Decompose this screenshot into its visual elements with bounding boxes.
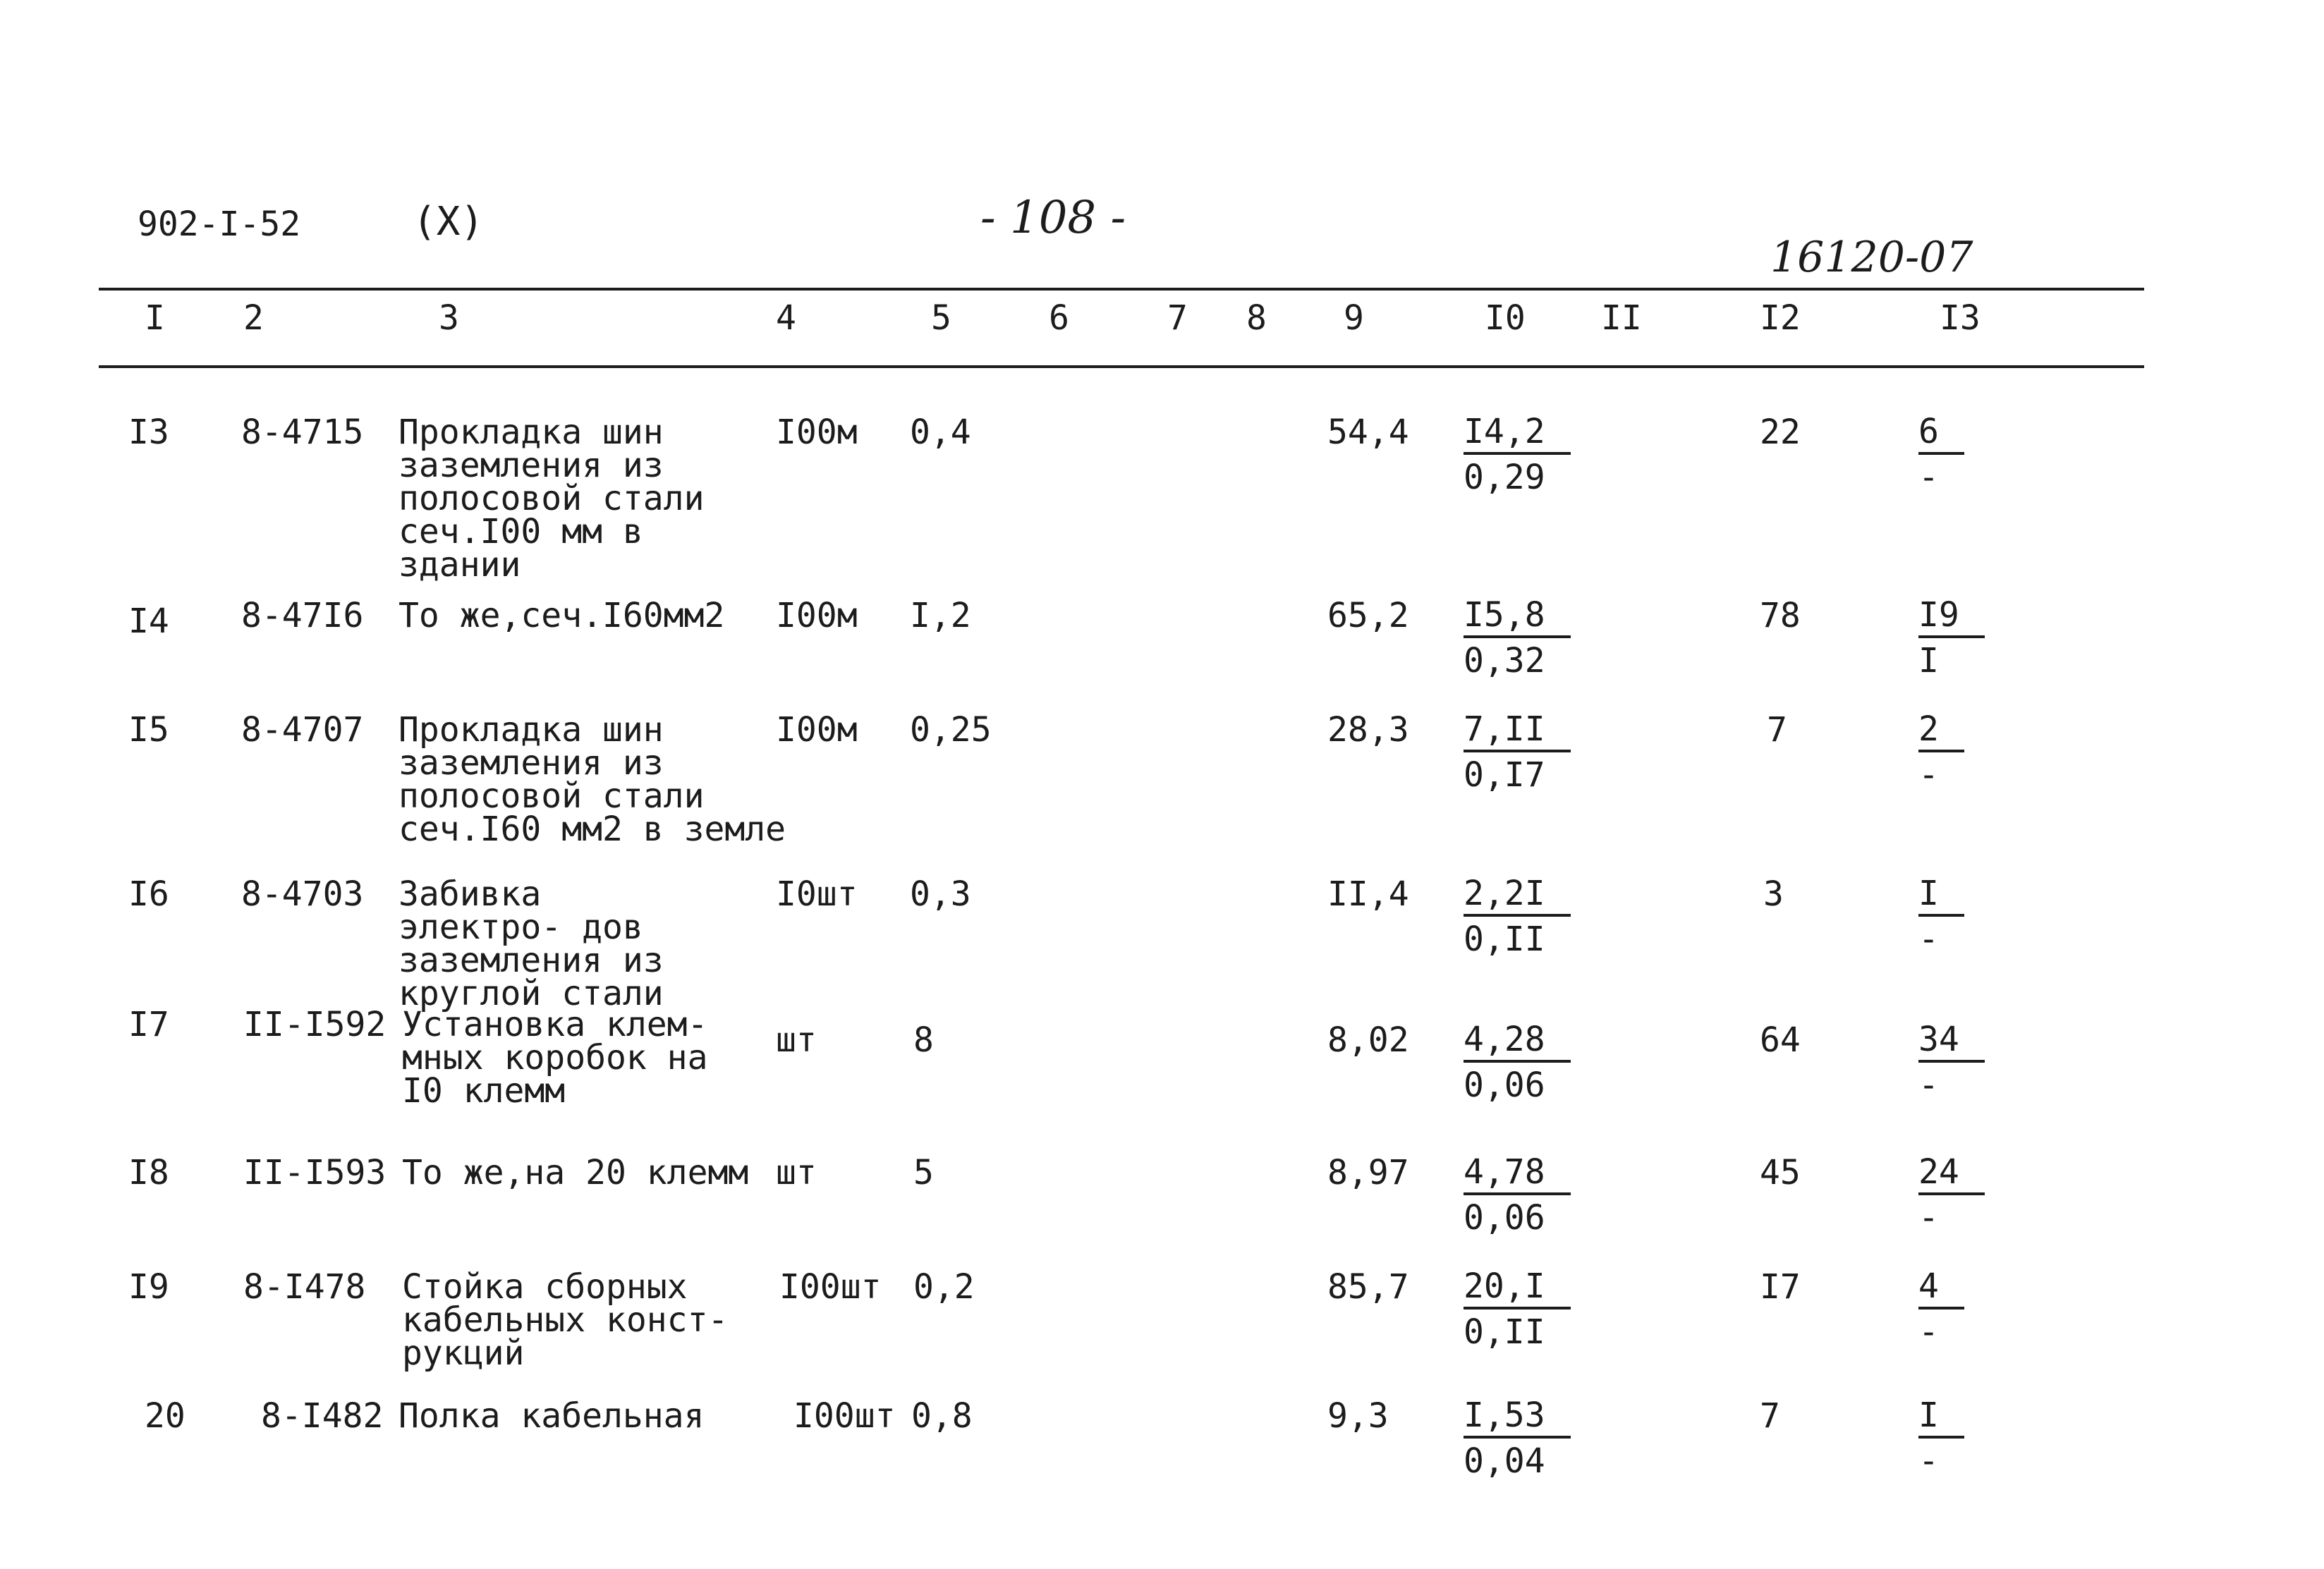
- col13-bottom: -: [1918, 1312, 1939, 1352]
- col10-top: 4,78: [1464, 1152, 1571, 1195]
- col13-top: 34: [1918, 1019, 1985, 1063]
- row-number: I4: [128, 602, 169, 641]
- col10-bottom: 0,32: [1464, 641, 1545, 680]
- column-header: I: [145, 298, 165, 338]
- rate-code: 8-4707: [241, 710, 364, 750]
- row-number: I3: [128, 413, 169, 452]
- col12-value: I7: [1760, 1267, 1801, 1307]
- sheet-code: 16120-07: [1770, 233, 1973, 282]
- column-header: I2: [1760, 298, 1801, 338]
- col9-value: 8,02: [1327, 1020, 1409, 1060]
- quantity: 8: [913, 1020, 934, 1060]
- column-header: 6: [1049, 298, 1069, 338]
- col9-value: 85,7: [1327, 1267, 1409, 1307]
- col12-value: 7: [1760, 1396, 1780, 1436]
- column-header: 2: [243, 298, 264, 338]
- col9-value: 65,2: [1327, 596, 1409, 635]
- col10-bottom: 0,06: [1464, 1066, 1545, 1105]
- col13-top: 2: [1918, 709, 1964, 752]
- col13-fraction: [1918, 1149, 1985, 1240]
- quantity: 0,8: [911, 1396, 973, 1436]
- unit: I00м: [776, 596, 858, 635]
- col10-fraction: [1464, 1393, 1571, 1484]
- col10-top: I,53: [1464, 1395, 1571, 1439]
- col10-fraction: [1464, 409, 1571, 500]
- col12-value: 3: [1763, 874, 1784, 914]
- row-number: I9: [128, 1267, 169, 1307]
- work-description: Полка кабельная: [399, 1396, 705, 1436]
- col9-value: II,4: [1327, 874, 1409, 914]
- work-description: Стойка сборных кабельных конст- рукций: [402, 1267, 729, 1373]
- col12-value: 64: [1760, 1020, 1801, 1060]
- col12-value: 78: [1760, 596, 1801, 635]
- col12-value: 7: [1767, 710, 1787, 750]
- page-number: - 108 -: [980, 192, 1126, 244]
- col10-bottom: 0,II: [1464, 920, 1545, 959]
- rate-code: 8-I478: [243, 1267, 366, 1307]
- col13-fraction: [1918, 592, 1985, 683]
- col10-top: 20,I: [1464, 1266, 1571, 1309]
- col12-value: 22: [1760, 413, 1801, 452]
- document-code: 902-I-52: [138, 204, 301, 244]
- col13-fraction: [1918, 1393, 1964, 1484]
- rate-code: II-I593: [243, 1153, 387, 1192]
- row-number: I5: [128, 710, 169, 750]
- quantity: 0,2: [913, 1267, 975, 1307]
- column-header: I3: [1940, 298, 1981, 338]
- work-description: Забивка электро- дов заземления из круглой стали: [399, 874, 664, 1013]
- row-number: 20: [145, 1396, 185, 1436]
- col9-value: 9,3: [1327, 1396, 1389, 1436]
- table-header-rule: [99, 365, 2144, 368]
- column-header: II: [1601, 298, 1642, 338]
- col10-fraction: [1464, 871, 1571, 962]
- col9-value: 8,97: [1327, 1153, 1409, 1192]
- work-description: Прокладка шин заземления из полосовой стали сеч.I60 мм2 в земле: [399, 710, 786, 849]
- col13-bottom: -: [1918, 755, 1939, 795]
- col13-top: 6: [1918, 411, 1964, 455]
- col10-top: I5,8: [1464, 594, 1571, 638]
- unit: I0шт: [776, 874, 858, 914]
- document-mark: (X): [413, 199, 485, 245]
- col10-fraction: [1464, 1017, 1571, 1108]
- col10-fraction: [1464, 1264, 1571, 1355]
- rate-code: 8-4715: [241, 413, 364, 452]
- col13-top: 4: [1918, 1266, 1964, 1309]
- rate-code: 8-47I6: [241, 596, 364, 635]
- work-description: То же,сеч.I60мм2: [399, 596, 725, 635]
- column-header: 4: [776, 298, 796, 338]
- rate-code: II-I592: [243, 1005, 387, 1044]
- column-header: 9: [1344, 298, 1364, 338]
- quantity: 0,3: [910, 874, 971, 914]
- quantity: 0,25: [910, 710, 992, 750]
- column-header: 3: [439, 298, 459, 338]
- unit: шт: [776, 1153, 817, 1192]
- col13-fraction: [1918, 1017, 1985, 1108]
- col13-bottom: -: [1918, 1066, 1939, 1105]
- col10-bottom: 0,04: [1464, 1441, 1545, 1481]
- unit: I00м: [776, 710, 858, 750]
- col10-bottom: 0,II: [1464, 1312, 1545, 1352]
- unit: I00м: [776, 413, 858, 452]
- col13-top: I: [1918, 1395, 1964, 1439]
- unit: шт: [776, 1020, 817, 1060]
- work-description: То же,на 20 клемм: [402, 1153, 749, 1192]
- column-header: 5: [931, 298, 951, 338]
- col10-bottom: 0,29: [1464, 458, 1545, 497]
- col13-bottom: -: [1918, 1441, 1939, 1481]
- col13-fraction: [1918, 707, 1964, 798]
- col13-top: 24: [1918, 1152, 1985, 1195]
- work-description: Установка клем- мных коробок на I0 клемм: [402, 1005, 708, 1111]
- rate-code: 8-I482: [261, 1396, 384, 1436]
- col13-bottom: I: [1918, 641, 1939, 680]
- row-number: I8: [128, 1153, 169, 1192]
- quantity: I,2: [910, 596, 971, 635]
- col13-top: I: [1918, 873, 1964, 917]
- work-description: Прокладка шин заземления из полосовой стали сеч.I00 мм в здании: [399, 413, 705, 585]
- row-number: I7: [128, 1005, 169, 1044]
- col9-value: 28,3: [1327, 710, 1409, 750]
- unit: I00шт: [793, 1396, 896, 1436]
- col13-bottom: -: [1918, 458, 1939, 497]
- col10-top: 7,II: [1464, 709, 1571, 752]
- col13-fraction: [1918, 871, 1964, 962]
- quantity: 5: [913, 1153, 934, 1192]
- column-header: 7: [1167, 298, 1188, 338]
- col10-top: I4,2: [1464, 411, 1571, 455]
- col13-bottom: -: [1918, 920, 1939, 959]
- col10-bottom: 0,I7: [1464, 755, 1545, 795]
- col13-fraction: [1918, 1264, 1964, 1355]
- rate-code: 8-4703: [241, 874, 364, 914]
- col10-bottom: 0,06: [1464, 1198, 1545, 1238]
- col10-fraction: [1464, 592, 1571, 683]
- col13-fraction: [1918, 409, 1964, 500]
- col13-bottom: -: [1918, 1198, 1939, 1238]
- col13-top: I9: [1918, 594, 1985, 638]
- unit: I00шт: [779, 1267, 882, 1307]
- col10-top: 2,2I: [1464, 873, 1571, 917]
- col9-value: 54,4: [1327, 413, 1409, 452]
- col10-fraction: [1464, 1149, 1571, 1240]
- col10-top: 4,28: [1464, 1019, 1571, 1063]
- col12-value: 45: [1760, 1153, 1801, 1192]
- table-top-rule: [99, 288, 2144, 291]
- row-number: I6: [128, 874, 169, 914]
- col10-fraction: [1464, 707, 1571, 798]
- column-header: 8: [1246, 298, 1267, 338]
- column-header: I0: [1485, 298, 1526, 338]
- quantity: 0,4: [910, 413, 971, 452]
